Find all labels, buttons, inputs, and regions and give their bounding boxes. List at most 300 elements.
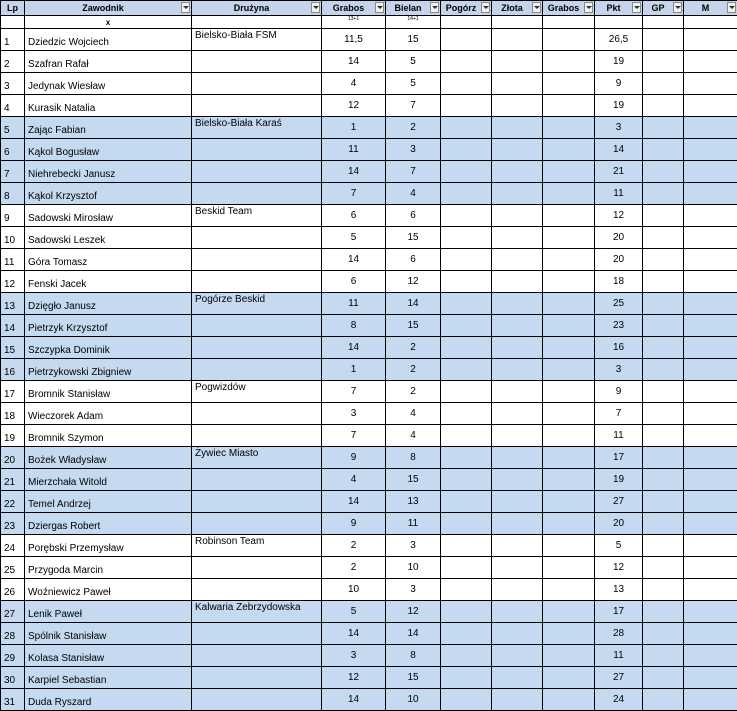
zlota-score-cell[interactable] (492, 601, 543, 623)
player-name-cell[interactable]: Spólnik Stanisław (25, 623, 192, 645)
points-cell[interactable]: 28 (595, 623, 643, 645)
grabos-score-cell[interactable]: 7 (322, 381, 386, 403)
team-cell[interactable]: Bielsko-Biała Karaś (192, 117, 322, 139)
zlota-score-cell[interactable] (492, 469, 543, 491)
pogorz-score-cell[interactable] (441, 469, 492, 491)
lp-cell[interactable]: 6 (1, 139, 25, 161)
bielan-score-cell[interactable]: 6 (386, 205, 441, 227)
bielan-score-cell[interactable]: 4 (386, 403, 441, 425)
points-cell[interactable]: 25 (595, 293, 643, 315)
zlota-score-cell[interactable] (492, 337, 543, 359)
team-cell[interactable] (192, 689, 322, 711)
points-cell[interactable]: 20 (595, 249, 643, 271)
col-header-pkt[interactable] (595, 1, 643, 16)
grabos-score-cell[interactable]: 8 (322, 315, 386, 337)
player-name-cell[interactable]: Niehrebecki Janusz (25, 161, 192, 183)
pogorz-score-cell[interactable] (441, 95, 492, 117)
points-cell[interactable]: 7 (595, 403, 643, 425)
grabos2-score-cell[interactable] (543, 73, 595, 95)
grabos-score-cell[interactable]: 6 (322, 205, 386, 227)
points-cell[interactable]: 21 (595, 161, 643, 183)
x-marker-cell[interactable]: x (25, 16, 192, 29)
m-cell[interactable] (684, 469, 737, 491)
grabos2-score-cell[interactable] (543, 513, 595, 535)
pogorz-score-cell[interactable] (441, 579, 492, 601)
points-cell[interactable]: 11 (595, 645, 643, 667)
bielan-score-cell[interactable]: 2 (386, 359, 441, 381)
gp-cell[interactable] (643, 491, 684, 513)
m-cell[interactable] (684, 601, 737, 623)
zlota-score-cell[interactable] (492, 183, 543, 205)
lp-cell[interactable]: 5 (1, 117, 25, 139)
lp-cell[interactable]: 11 (1, 249, 25, 271)
grabos-score-cell[interactable]: 14 (322, 623, 386, 645)
player-name-cell[interactable]: Sadowski Leszek (25, 227, 192, 249)
bielan-score-cell[interactable]: 4 (386, 425, 441, 447)
pogorz-score-cell[interactable] (441, 249, 492, 271)
lp-cell[interactable]: 7 (1, 161, 25, 183)
gp-cell[interactable] (643, 51, 684, 73)
bielan-score-cell[interactable]: 3 (386, 535, 441, 557)
grabos-score-cell[interactable]: 1 (322, 117, 386, 139)
points-cell[interactable]: 17 (595, 447, 643, 469)
pogorz-score-cell[interactable] (441, 117, 492, 139)
col-header-gp[interactable] (643, 1, 684, 16)
points-cell[interactable]: 9 (595, 73, 643, 95)
points-cell[interactable]: 16 (595, 337, 643, 359)
gp-cell[interactable] (643, 601, 684, 623)
lp-cell[interactable]: 15 (1, 337, 25, 359)
grabos-score-cell[interactable]: 5 (322, 227, 386, 249)
m-cell[interactable] (684, 95, 737, 117)
bielan-score-cell[interactable]: 10 (386, 557, 441, 579)
gp-cell[interactable] (643, 645, 684, 667)
pogorz-score-cell[interactable] (441, 161, 492, 183)
m-cell[interactable] (684, 29, 737, 51)
m-cell[interactable] (684, 425, 737, 447)
lp-cell[interactable]: 18 (1, 403, 25, 425)
player-name-cell[interactable]: Kurasik Natalia (25, 95, 192, 117)
gp-cell[interactable] (643, 425, 684, 447)
m-cell[interactable] (684, 293, 737, 315)
pogorz-score-cell[interactable] (441, 359, 492, 381)
col-header-grabos-2[interactable] (543, 1, 595, 16)
gp-cell[interactable] (643, 293, 684, 315)
pogorz-score-cell[interactable] (441, 557, 492, 579)
points-cell[interactable]: 20 (595, 227, 643, 249)
grabos-score-cell[interactable]: 3 (322, 645, 386, 667)
filter-dropdown-icon[interactable] (375, 2, 384, 13)
m-cell[interactable] (684, 447, 737, 469)
zlota-score-cell[interactable] (492, 139, 543, 161)
bielan-score-cell[interactable]: 13 (386, 491, 441, 513)
points-cell[interactable]: 20 (595, 513, 643, 535)
bielan-score-cell[interactable]: 2 (386, 117, 441, 139)
player-name-cell[interactable]: Lenik Paweł (25, 601, 192, 623)
lp-cell[interactable]: 14 (1, 315, 25, 337)
m-cell[interactable] (684, 689, 737, 711)
gp-cell[interactable] (643, 689, 684, 711)
col-header-grabos-1[interactable] (322, 1, 386, 16)
team-cell[interactable] (192, 667, 322, 689)
pogorz-score-cell[interactable] (441, 425, 492, 447)
m-cell[interactable] (684, 227, 737, 249)
player-name-cell[interactable]: Mierzchała Witold (25, 469, 192, 491)
team-cell[interactable] (192, 73, 322, 95)
bielan-score-cell[interactable]: 15 (386, 315, 441, 337)
player-name-cell[interactable]: Porębski Przemysław (25, 535, 192, 557)
pogorz-score-cell[interactable] (441, 51, 492, 73)
team-cell[interactable] (192, 579, 322, 601)
gp-cell[interactable] (643, 667, 684, 689)
player-name-cell[interactable]: Zając Fabian (25, 117, 192, 139)
pogorz-score-cell[interactable] (441, 73, 492, 95)
m-cell[interactable] (684, 557, 737, 579)
player-name-cell[interactable]: Dziedzic Wojciech (25, 29, 192, 51)
m-cell[interactable] (684, 249, 737, 271)
grabos-score-cell[interactable]: 14 (322, 161, 386, 183)
grabos2-score-cell[interactable] (543, 227, 595, 249)
zlota-score-cell[interactable] (492, 227, 543, 249)
lp-cell[interactable]: 3 (1, 73, 25, 95)
grabos2-score-cell[interactable] (543, 249, 595, 271)
grabos2-score-cell[interactable] (543, 161, 595, 183)
player-name-cell[interactable]: Kąkol Bogusław (25, 139, 192, 161)
player-name-cell[interactable]: Góra Tomasz (25, 249, 192, 271)
grabos2-score-cell[interactable] (543, 557, 595, 579)
grabos-score-cell[interactable]: 12 (322, 95, 386, 117)
pogorz-score-cell[interactable] (441, 205, 492, 227)
grabos-score-cell[interactable]: 10 (322, 579, 386, 601)
m-cell[interactable] (684, 73, 737, 95)
points-cell[interactable]: 12 (595, 205, 643, 227)
team-cell[interactable]: Bielsko-Biała FSM (192, 29, 322, 51)
grabos2-score-cell[interactable] (543, 337, 595, 359)
team-cell[interactable] (192, 645, 322, 667)
m-cell[interactable] (684, 491, 737, 513)
team-cell[interactable]: Kalwaria Zebrzydowska (192, 601, 322, 623)
team-cell[interactable] (192, 51, 322, 73)
player-name-cell[interactable]: Szafran Rafał (25, 51, 192, 73)
cell[interactable] (192, 16, 322, 29)
player-name-cell[interactable]: Kolasa Stanisław (25, 645, 192, 667)
zlota-score-cell[interactable] (492, 315, 543, 337)
zlota-score-cell[interactable] (492, 359, 543, 381)
team-cell[interactable]: Pogwizdów (192, 381, 322, 403)
grabos2-score-cell[interactable] (543, 403, 595, 425)
team-cell[interactable]: Beskid Team (192, 205, 322, 227)
grabos2-score-cell[interactable] (543, 601, 595, 623)
team-cell[interactable] (192, 183, 322, 205)
pogorz-score-cell[interactable] (441, 513, 492, 535)
m-cell[interactable] (684, 623, 737, 645)
m-cell[interactable] (684, 337, 737, 359)
m-cell[interactable] (684, 161, 737, 183)
zlota-score-cell[interactable] (492, 557, 543, 579)
grabos2-score-cell[interactable] (543, 359, 595, 381)
grabos-score-cell[interactable]: 2 (322, 535, 386, 557)
points-cell[interactable]: 24 (595, 689, 643, 711)
bielan-score-cell[interactable]: 14 (386, 293, 441, 315)
bielan-score-cell[interactable]: 2 (386, 381, 441, 403)
lp-cell[interactable]: 20 (1, 447, 25, 469)
m-cell[interactable] (684, 513, 737, 535)
player-name-cell[interactable]: Szczypka Dominik (25, 337, 192, 359)
pogorz-score-cell[interactable] (441, 183, 492, 205)
zlota-score-cell[interactable] (492, 249, 543, 271)
player-name-cell[interactable]: Bożek Władysław (25, 447, 192, 469)
grabos2-score-cell[interactable] (543, 271, 595, 293)
points-cell[interactable]: 26,5 (595, 29, 643, 51)
grabos2-score-cell[interactable] (543, 29, 595, 51)
gp-cell[interactable] (643, 29, 684, 51)
player-name-cell[interactable]: Wieczorek Adam (25, 403, 192, 425)
lp-cell[interactable]: 17 (1, 381, 25, 403)
grabos-score-cell[interactable]: 14 (322, 491, 386, 513)
cell[interactable] (684, 16, 737, 29)
m-cell[interactable] (684, 535, 737, 557)
gp-cell[interactable] (643, 95, 684, 117)
grabos-score-cell[interactable]: 5 (322, 601, 386, 623)
gp-cell[interactable] (643, 469, 684, 491)
points-cell[interactable]: 11 (595, 425, 643, 447)
lp-cell[interactable]: 30 (1, 667, 25, 689)
bielan-score-cell[interactable]: 6 (386, 249, 441, 271)
grabos-score-cell[interactable]: 1 (322, 359, 386, 381)
cell[interactable] (1, 16, 25, 29)
pogorz-score-cell[interactable] (441, 227, 492, 249)
zlota-score-cell[interactable] (492, 95, 543, 117)
grabos-score-cell[interactable]: 4 (322, 73, 386, 95)
zlota-score-cell[interactable] (492, 117, 543, 139)
zlota-score-cell[interactable] (492, 205, 543, 227)
lp-cell[interactable]: 4 (1, 95, 25, 117)
team-cell[interactable] (192, 359, 322, 381)
player-name-cell[interactable]: Pietrzyk Krzysztof (25, 315, 192, 337)
lp-cell[interactable]: 12 (1, 271, 25, 293)
player-name-cell[interactable]: Sadowski Mirosław (25, 205, 192, 227)
zlota-score-cell[interactable] (492, 403, 543, 425)
grabos-score-cell[interactable]: 14 (322, 689, 386, 711)
zlota-score-cell[interactable] (492, 161, 543, 183)
zlota-score-cell[interactable] (492, 29, 543, 51)
grabos-score-cell[interactable]: 3 (322, 403, 386, 425)
grabos2-score-cell[interactable] (543, 623, 595, 645)
grabos2-score-cell[interactable] (543, 95, 595, 117)
grabos-score-cell[interactable]: 2 (322, 557, 386, 579)
player-name-cell[interactable]: Fenski Jacek (25, 271, 192, 293)
m-cell[interactable] (684, 205, 737, 227)
gp-cell[interactable] (643, 359, 684, 381)
gp-cell[interactable] (643, 337, 684, 359)
m-cell[interactable] (684, 359, 737, 381)
pogorz-score-cell[interactable] (441, 689, 492, 711)
m-cell[interactable] (684, 667, 737, 689)
gp-cell[interactable] (643, 227, 684, 249)
player-name-cell[interactable]: Temel Andrzej (25, 491, 192, 513)
lp-cell[interactable]: 16 (1, 359, 25, 381)
grabos-score-cell[interactable]: 4 (322, 469, 386, 491)
cell[interactable] (543, 16, 595, 29)
team-cell[interactable] (192, 557, 322, 579)
team-cell[interactable] (192, 623, 322, 645)
lp-cell[interactable]: 19 (1, 425, 25, 447)
grabos2-score-cell[interactable] (543, 667, 595, 689)
grabos-score-cell[interactable]: 6 (322, 271, 386, 293)
team-cell[interactable] (192, 161, 322, 183)
points-cell[interactable]: 13 (595, 579, 643, 601)
team-cell[interactable] (192, 337, 322, 359)
player-name-cell[interactable]: Pietrzykowski Zbigniew (25, 359, 192, 381)
grabos-score-cell[interactable]: 9 (322, 513, 386, 535)
points-cell[interactable]: 19 (595, 51, 643, 73)
grabos2-score-cell[interactable] (543, 425, 595, 447)
zlota-score-cell[interactable] (492, 271, 543, 293)
grabos-score-cell[interactable]: 7 (322, 183, 386, 205)
zlota-score-cell[interactable] (492, 689, 543, 711)
m-cell[interactable] (684, 579, 737, 601)
player-name-cell[interactable]: Przygoda Marcin (25, 557, 192, 579)
m-cell[interactable] (684, 183, 737, 205)
grabos2-score-cell[interactable] (543, 381, 595, 403)
bielan-score-cell[interactable]: 15 (386, 469, 441, 491)
gp-cell[interactable] (643, 623, 684, 645)
bielan-score-cell[interactable]: 15 (386, 227, 441, 249)
team-cell[interactable] (192, 271, 322, 293)
team-cell[interactable] (192, 227, 322, 249)
player-name-cell[interactable]: Karpiel Sebastian (25, 667, 192, 689)
player-name-cell[interactable]: Duda Ryszard (25, 689, 192, 711)
team-cell[interactable]: Pogórze Beskid (192, 293, 322, 315)
zlota-score-cell[interactable] (492, 623, 543, 645)
zlota-score-cell[interactable] (492, 535, 543, 557)
lp-cell[interactable]: 26 (1, 579, 25, 601)
pogorz-score-cell[interactable] (441, 491, 492, 513)
zlota-score-cell[interactable] (492, 425, 543, 447)
lp-cell[interactable]: 8 (1, 183, 25, 205)
m-cell[interactable] (684, 315, 737, 337)
team-cell[interactable] (192, 139, 322, 161)
team-cell[interactable] (192, 425, 322, 447)
bielan-score-cell[interactable]: 7 (386, 95, 441, 117)
team-cell[interactable] (192, 315, 322, 337)
grabos2-score-cell[interactable] (543, 315, 595, 337)
bielan-score-cell[interactable]: 12 (386, 601, 441, 623)
lp-cell[interactable]: 24 (1, 535, 25, 557)
gp-cell[interactable] (643, 381, 684, 403)
grabos2-score-cell[interactable] (543, 491, 595, 513)
grabos2-score-cell[interactable] (543, 469, 595, 491)
cell[interactable] (441, 16, 492, 29)
grabos2-score-cell[interactable] (543, 51, 595, 73)
m-cell[interactable] (684, 117, 737, 139)
pogorz-score-cell[interactable] (441, 381, 492, 403)
m-cell[interactable] (684, 139, 737, 161)
gp-cell[interactable] (643, 579, 684, 601)
points-cell[interactable]: 19 (595, 469, 643, 491)
lp-cell[interactable]: 31 (1, 689, 25, 711)
gp-cell[interactable] (643, 403, 684, 425)
lp-cell[interactable]: 21 (1, 469, 25, 491)
bielan-score-cell[interactable]: 3 (386, 579, 441, 601)
col-header-zawodnik[interactable] (25, 1, 192, 16)
zlota-score-cell[interactable] (492, 667, 543, 689)
bielan-score-cell[interactable]: 5 (386, 51, 441, 73)
filter-dropdown-icon[interactable] (673, 2, 682, 13)
grabos2-score-cell[interactable] (543, 293, 595, 315)
bielan-score-cell[interactable]: 15 (386, 667, 441, 689)
lp-cell[interactable]: 22 (1, 491, 25, 513)
bielan-score-cell[interactable]: 10 (386, 689, 441, 711)
player-name-cell[interactable]: Dziergas Robert (25, 513, 192, 535)
grabos-score-cell[interactable]: 11 (322, 293, 386, 315)
col-header-bielan[interactable] (386, 1, 441, 16)
m-cell[interactable] (684, 51, 737, 73)
points-cell[interactable]: 19 (595, 95, 643, 117)
grabos-score-cell[interactable]: 14 (322, 337, 386, 359)
gp-cell[interactable] (643, 139, 684, 161)
team-cell[interactable]: Robinson Team (192, 535, 322, 557)
filter-dropdown-icon[interactable] (584, 2, 593, 13)
lp-cell[interactable]: 2 (1, 51, 25, 73)
team-cell[interactable]: Żywiec Miasto (192, 447, 322, 469)
player-name-cell[interactable]: Bromnik Szymon (25, 425, 192, 447)
filter-dropdown-icon[interactable] (181, 2, 190, 13)
grabos-score-cell[interactable]: 11 (322, 139, 386, 161)
bielan-score-cell[interactable]: 11 (386, 513, 441, 535)
points-cell[interactable]: 5 (595, 535, 643, 557)
player-name-cell[interactable]: Bromnik Stanisław (25, 381, 192, 403)
grabos-score-cell[interactable]: 14 (322, 249, 386, 271)
zlota-score-cell[interactable] (492, 513, 543, 535)
bielan-score-cell[interactable]: 8 (386, 447, 441, 469)
bielan-score-cell[interactable]: 15 (386, 29, 441, 51)
gp-cell[interactable] (643, 161, 684, 183)
grabos2-score-cell[interactable] (543, 205, 595, 227)
player-name-cell[interactable]: Jedynak Wiesław (25, 73, 192, 95)
col-header-druzyna[interactable] (192, 1, 322, 16)
team-cell[interactable] (192, 513, 322, 535)
lp-cell[interactable]: 25 (1, 557, 25, 579)
bielan-score-cell[interactable]: 8 (386, 645, 441, 667)
lp-cell[interactable]: 27 (1, 601, 25, 623)
filter-dropdown-icon[interactable] (311, 2, 320, 13)
grabos2-score-cell[interactable] (543, 579, 595, 601)
bielan-score-cell[interactable]: 4 (386, 183, 441, 205)
pogorz-score-cell[interactable] (441, 623, 492, 645)
points-cell[interactable]: 23 (595, 315, 643, 337)
pogorz-score-cell[interactable] (441, 403, 492, 425)
filter-dropdown-icon[interactable] (481, 2, 490, 13)
points-cell[interactable]: 3 (595, 117, 643, 139)
lp-cell[interactable]: 23 (1, 513, 25, 535)
bielan-score-cell[interactable]: 2 (386, 337, 441, 359)
gp-cell[interactable] (643, 205, 684, 227)
bielan-score-cell[interactable]: 12 (386, 271, 441, 293)
zlota-score-cell[interactable] (492, 645, 543, 667)
gp-cell[interactable] (643, 117, 684, 139)
m-cell[interactable] (684, 403, 737, 425)
gp-cell[interactable] (643, 315, 684, 337)
col-header-m[interactable] (684, 1, 737, 16)
col-header-pogorz[interactable] (441, 1, 492, 16)
gp-cell[interactable] (643, 535, 684, 557)
zlota-score-cell[interactable] (492, 293, 543, 315)
team-cell[interactable] (192, 469, 322, 491)
col-header-zlota[interactable] (492, 1, 543, 16)
lp-cell[interactable]: 13 (1, 293, 25, 315)
zlota-score-cell[interactable] (492, 491, 543, 513)
